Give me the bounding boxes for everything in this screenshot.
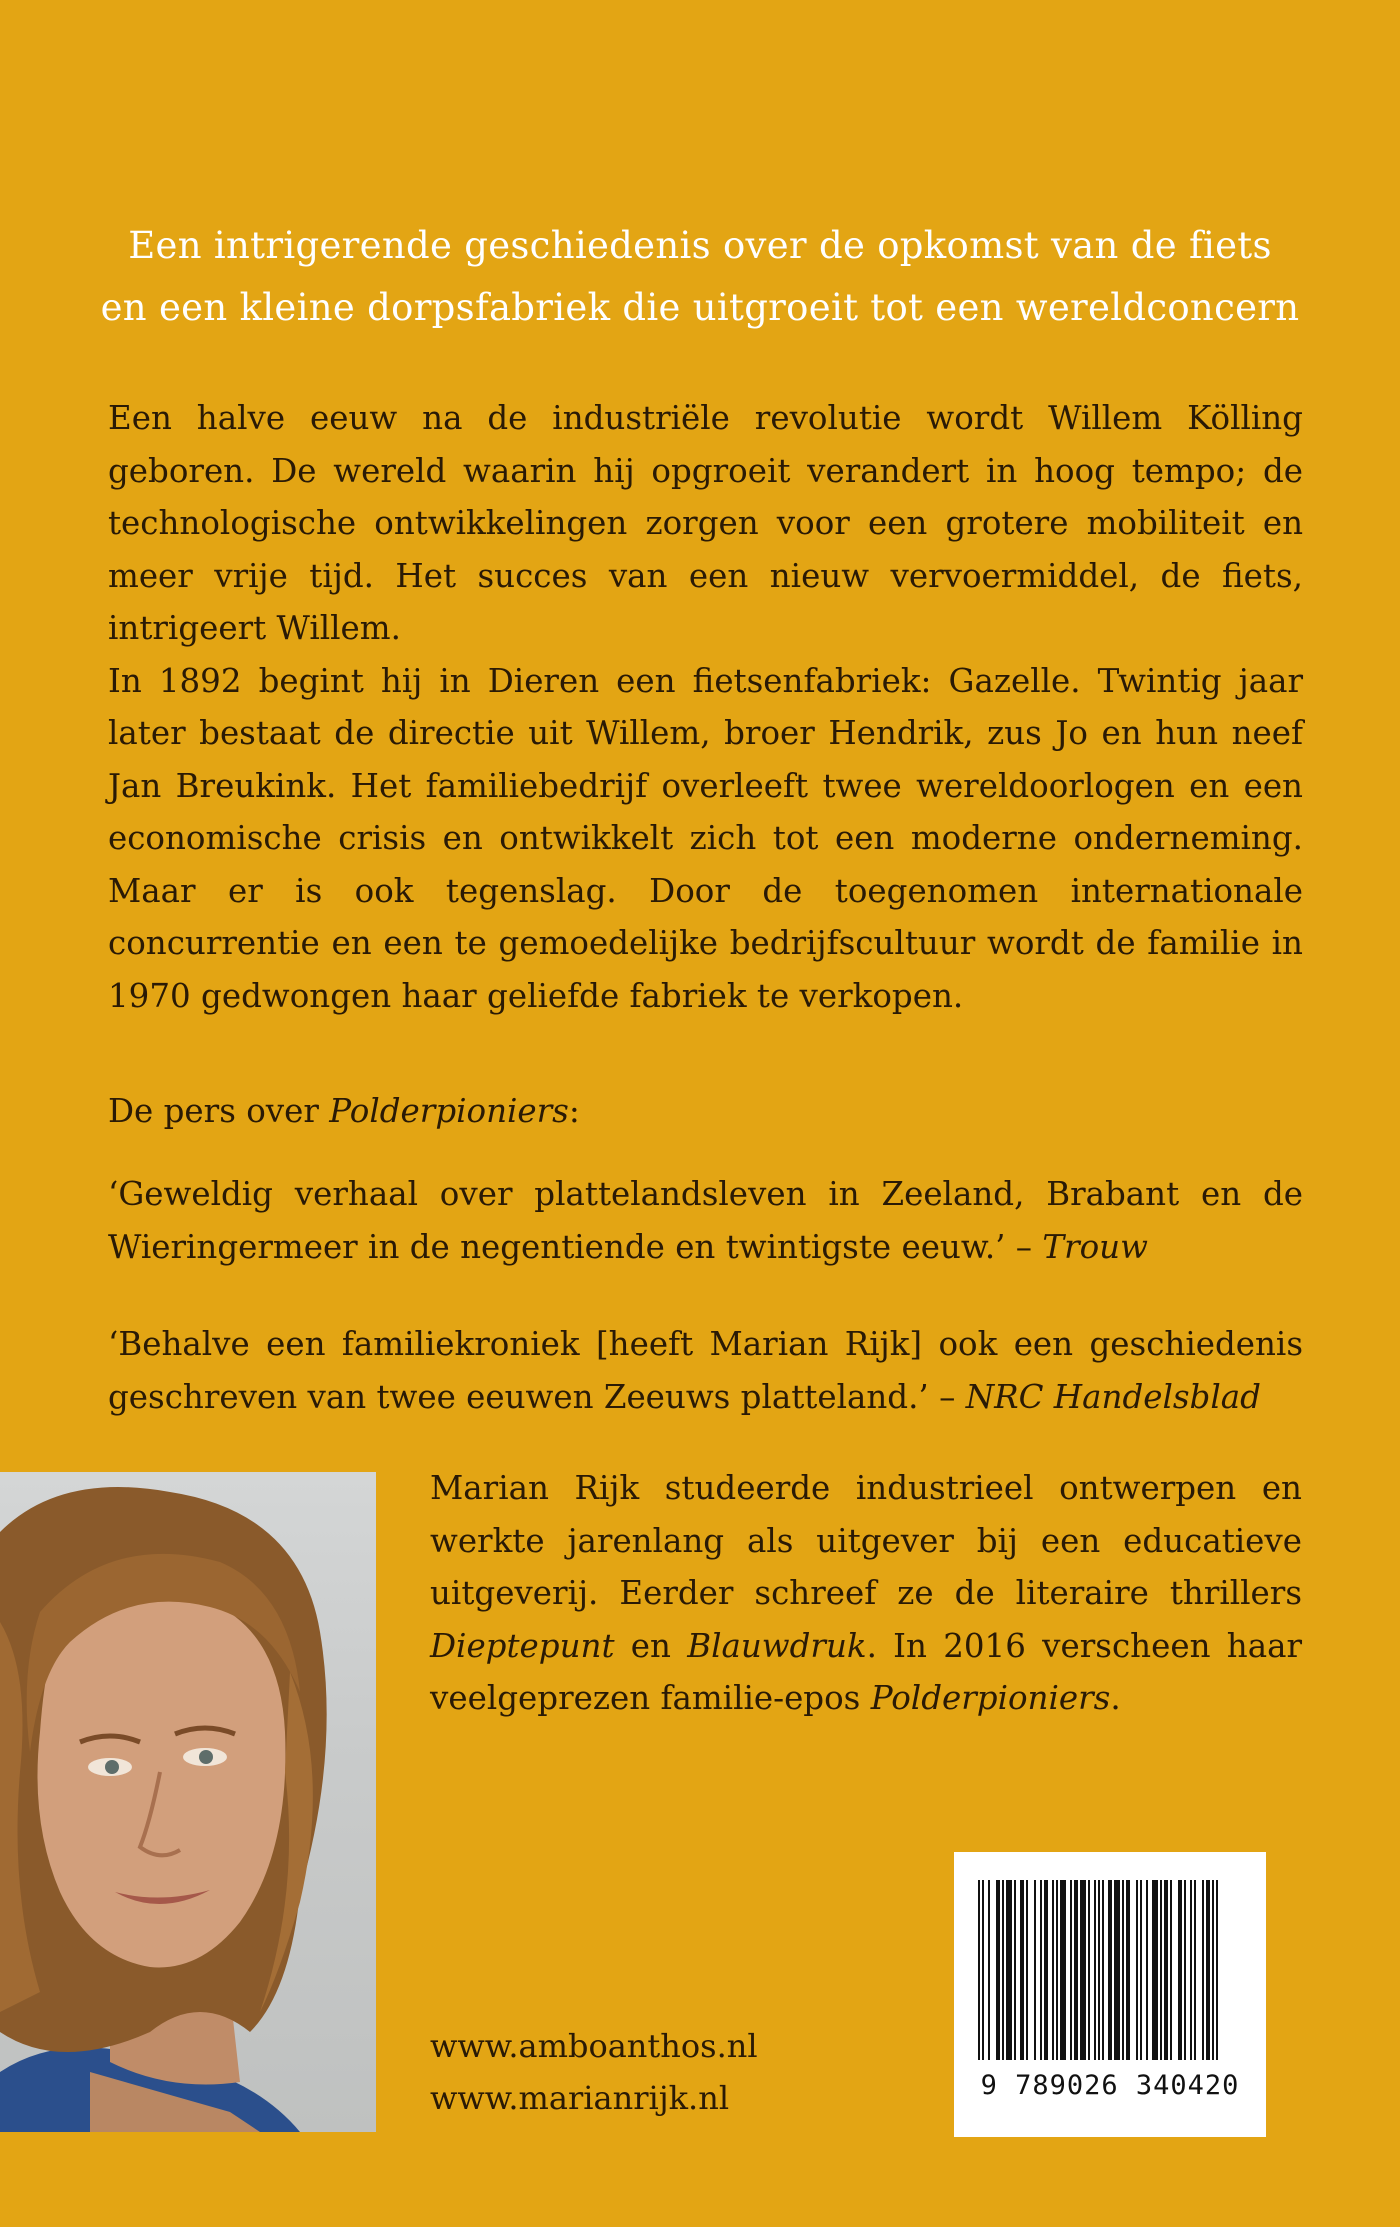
book-title-dieptepunt: Dieptepunt xyxy=(430,1626,615,1665)
blurb-paragraph-1: Een halve eeuw na de industriële revolutie wordt Willem Kölling geboren. De wereld waarin hij opgroeit verandert in hoog tempo; de technologische ontwikkelingen zorgen voor een grotere mobiliteit en meer vrije tijd. Het succes van een nieuw vervoermiddel, de fiets, intrigeert Willem. xyxy=(108,399,1303,647)
book-title-blauwdruk: Blauwdruk xyxy=(687,1626,867,1665)
quote-2-source: NRC Handelsblad xyxy=(965,1377,1261,1416)
quote-2-text: ‘Behalve een familiekroniek [heeft Marian Rijk] ook een geschiedenis geschreven van twee eeuwen Zeeuws platteland.’ – xyxy=(108,1325,1303,1416)
isbn-barcode xyxy=(954,1852,1266,2137)
author-url[interactable]: www.marianrijk.nl xyxy=(430,2079,730,2117)
isbn-number: 9 789026 340420 xyxy=(980,2070,1240,2101)
press-heading xyxy=(108,1085,1303,1137)
press-heading-suffix: : xyxy=(568,1092,580,1130)
tagline-line-2: en een kleine dorpsfabriek die uitgroeit tot een wereldconcern xyxy=(100,286,1300,329)
author-bio-text-4: . xyxy=(1110,1679,1121,1717)
press-heading-prefix: De pers over xyxy=(108,1092,330,1130)
author-photo xyxy=(0,1472,376,2132)
author-bio-text-1: Marian Rijk studeerde industrieel ontwerpen en werkte jarenlang als uitgever bij een educatieve uitgeverij. Eerder schreef ze de literaire thrillers xyxy=(430,1469,1302,1612)
author-bio xyxy=(430,1462,1302,1725)
book-title-polderpioniers: Polderpioniers xyxy=(870,1679,1111,1717)
press-quote-2 xyxy=(108,1318,1303,1423)
website-list xyxy=(430,2020,758,2124)
author-portrait-illustration xyxy=(0,1472,376,2132)
barcode-bars xyxy=(974,1880,1246,2065)
cover-tagline xyxy=(0,215,1400,339)
blurb-paragraph-2: In 1892 begint hij in Dieren een fietsenfabriek: Gazelle. Twintig jaar later bestaat de directie uit Willem, broer Hendrik, zus Jo en hun neef Jan Breukink. Het familiebedrijf overleeft twee wereldoorlogen en een economische crisis en ontwikkelt zich tot een moderne onderneming. Maar er is ook tegenslag. Door de toegenomen internationale concurrentie en een te gemoedelijke bedrijfscultuur wordt de familie in 1970 gedwongen haar geliefde fabriek te verkopen. xyxy=(108,661,1303,1015)
tagline-line-1: Een intrigerende geschiedenis over de opkomst van de fiets xyxy=(128,224,1272,267)
quote-1-source: Trouw xyxy=(1042,1227,1148,1266)
quote-1-text: ‘Geweldig verhaal over plattelandsleven in Zeeland, Brabant en de Wieringermeer in de negentiende en twintigste eeuw.’ – xyxy=(108,1175,1303,1266)
author-bio-text-3: . In 2016 verscheen haar veelgeprezen familie-epos xyxy=(430,1626,1302,1717)
book-blurb xyxy=(108,392,1303,1022)
author-bio-text-2: en xyxy=(614,1626,688,1665)
publisher-url[interactable]: www.amboanthos.nl xyxy=(430,2027,758,2065)
press-quote-1 xyxy=(108,1168,1303,1273)
press-heading-title: Polderpioniers xyxy=(329,1092,569,1130)
